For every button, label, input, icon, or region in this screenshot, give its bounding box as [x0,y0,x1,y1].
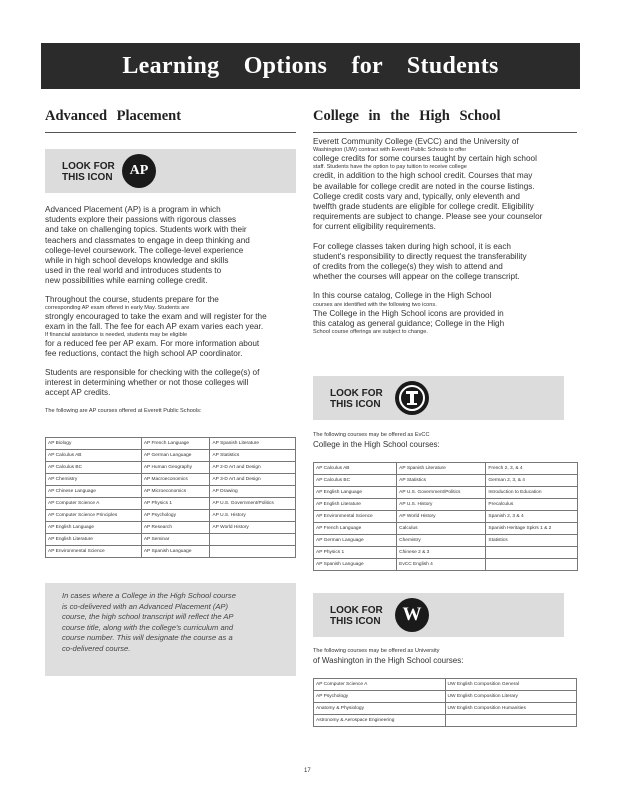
uw-caption: of Washington in the High School courses: [313,656,464,665]
table-row [46,486,296,498]
look-for-label: LOOK FOR THIS ICON [62,161,115,183]
table-cell: UW English Composition General [445,679,577,691]
table-cell: AP World History [210,522,296,534]
table-cell: AP U.S. History [397,499,486,511]
table-cell: Calculus [397,523,486,535]
table-cell: UW English Composition Humanities [445,703,577,715]
table-cell: AP Chemistry [46,474,142,486]
table-cell: AP U.S. Government/Politics [397,487,486,499]
table-cell: AP Spanish Literature [210,438,296,450]
table-cell: Spanish Heritage Spkrs 1 & 2 [486,523,578,535]
table-row [314,559,578,571]
table-cell: Astronomy & Aerospace Engineering [314,715,446,727]
chs-transfer-paragraph: For college classes taken during high school, it is each student's responsibility to directly request the transferability of credits from the college(s) they wish to attend and whether the courses will appear on the college transcript. [313,241,527,282]
table-cell: EvCC English 4 [397,559,486,571]
ap-intro-paragraph: Advanced Placement (AP) is a program in which students explore their passions with rigorous classes and take on challenging topics. Students work with their teachers and classmates to engage in deep thinking and college-level coursework. The college-level experience while in high school develops knowledge and skills used in the real world and introduces students to new possibilities while earning college credit. [45,205,250,286]
table-row [314,703,577,715]
chs-icons-paragraph: In this course catalog, College in the High School courses are identified with the following two icons. The College in the High School icons are provided in this catalog as general guidance; College in the High School course offerings are subject to change. [313,291,505,336]
table-cell: Spanish 2, 3 & 4 [486,511,578,523]
table-row [314,475,578,487]
table-cell: AP Chinese Language [46,486,142,498]
evcc-caption: College in the High School courses: [313,440,440,449]
table-cell: AP Psychology [141,510,210,522]
table-cell: AP German Language [314,535,397,547]
table-cell: AP Biology [46,438,142,450]
table-cell: AP Environmental Science [46,546,142,558]
chs-intro-paragraph: Everett Community College (EvCC) and the University of Washington (UW) contract with Everett Public Schools to offer college credits for some courses taught by certain high school staff. Students have the option to pay tuition to receive college credit, in addition to the high school credit. Courses that may be available for college credit are noted in the course listings. College credit costs vary and, typically, only eleventh and twelfth grade students are eligible for college credit. Eligibility requirements are subject to change. Please see your counselor for current eligibility requirements. [313,137,543,232]
table-row [46,534,296,546]
table-cell: AP Microeconomics [141,486,210,498]
table-cell: AP French Language [141,438,210,450]
table-cell: AP Computer Science A [46,498,142,510]
evcc-courses-table [313,462,578,571]
table-row [46,438,296,450]
table-row [314,511,578,523]
table-cell: AP English Literature [46,534,142,546]
page-number: 17 [304,768,311,774]
table-cell: AP Seminar [141,534,210,546]
table-cell: AP U.S. Government/Politics [210,498,296,510]
table-cell: AP Spanish Language [314,559,397,571]
table-cell: AP English Literature [314,499,397,511]
page-banner [41,43,580,89]
table-cell: UW English Composition Literary [445,691,577,703]
table-row [314,547,578,559]
table-cell: AP Human Geography [141,462,210,474]
table-row [314,499,578,511]
table-row [46,522,296,534]
table-row [46,462,296,474]
table-cell: AP Macroeconomics [141,474,210,486]
table-row [314,715,577,727]
table-cell: AP Computer Science A [314,679,446,691]
table-cell: Chinese 2 & 3 [397,547,486,559]
table-cell [210,534,296,546]
uw-courses-table [313,678,577,727]
table-cell: AP Calculus BC [314,475,397,487]
table-cell: AP Physics 1 [141,498,210,510]
ap-courses-table [45,437,296,558]
uw-look-for-box: LOOK FOR THIS ICON W [313,593,564,637]
co-delivered-note: In cases where a College in the High School course is co-delivered with an Advanced Placement (AP) course, the high school transcript will reflect the AP course title, along with the college's curriculum and course number. This will designate the course as a co-delivered course. [45,583,296,676]
uw-caption-small: The following courses may be offered as University [313,648,440,654]
ap-look-for-box [45,149,296,193]
table-cell [486,559,578,571]
table-cell: AP Physics 1 [314,547,397,559]
ap-credit-paragraph: Students are responsible for checking with the college(s) of interest in determining whether or not those colleges will accept AP credits. [45,367,260,398]
uw-icon: W [395,598,429,632]
table-row [314,487,578,499]
table-row [314,535,578,547]
table-cell: AP Computer Science Principles [46,510,142,522]
table-cell: AP 3-D Art and Design [210,474,296,486]
evcc-look-for-box: LOOK FOR THIS ICON [313,376,564,420]
table-cell: French 2, 3, & 4 [486,463,578,475]
ap-table-caption: The following are AP courses offered at Everett Public Schools: [45,408,202,415]
table-row [46,450,296,462]
table-row [314,679,577,691]
table-cell: AP Drawing [210,486,296,498]
evcc-icon [395,381,429,415]
table-cell: Precalculus [486,499,578,511]
table-cell: AP Calculus BC [46,462,142,474]
evcc-caption-small: The following courses may be offered as EvCC [313,432,430,438]
table-row [46,510,296,522]
table-row [46,498,296,510]
table-cell: AP Psychology [314,691,446,703]
college-in-high-school-section [313,108,577,336]
table-cell: AP U.S. History [210,510,296,522]
table-cell: Anatomy & Physiology [314,703,446,715]
table-cell: Chemistry [397,535,486,547]
table-cell [210,546,296,558]
ap-icon: AP [122,154,156,188]
table-row [314,523,578,535]
table-cell [486,547,578,559]
table-cell: AP English Language [314,487,397,499]
table-cell: AP 2-D Art and Design [210,462,296,474]
table-cell: AP German Language [141,450,210,462]
table-cell [445,715,577,727]
table-row [46,546,296,558]
table-cell: Statistics [486,535,578,547]
table-cell: German 2, 3, & 4 [486,475,578,487]
table-cell: AP Research [141,522,210,534]
table-row [314,691,577,703]
table-cell: AP French Language [314,523,397,535]
table-cell: Introduction to Education [486,487,578,499]
table-cell: AP Statistics [210,450,296,462]
table-cell: AP Calculus AB [314,463,397,475]
table-cell: AP Environmental Science [314,511,397,523]
table-row [314,463,578,475]
table-cell: AP Spanish Language [141,546,210,558]
chs-heading: College in the High School [313,108,577,133]
table-cell: AP Calculus AB [46,450,142,462]
table-cell: AP World History [397,511,486,523]
table-cell: AP English Language [46,522,142,534]
banner-title: Learning Options for Students [122,53,499,79]
ap-heading: Advanced Placement [45,108,296,133]
ap-exam-paragraph: Throughout the course, students prepare for the corresponding AP exam offered in early May. Students are strongly encouraged to take the exam and will register for the exam in the fall. The fee for each AP exam varies each year. If financial assistance is needed, students may be eligible for a reduced fee per AP exam. For more information about fee reductions, contact the high school AP coordinator. [45,294,267,359]
table-cell: AP Spanish Literature [397,463,486,475]
table-row [46,474,296,486]
table-cell: AP Statistics [397,475,486,487]
advanced-placement-section [45,108,296,415]
